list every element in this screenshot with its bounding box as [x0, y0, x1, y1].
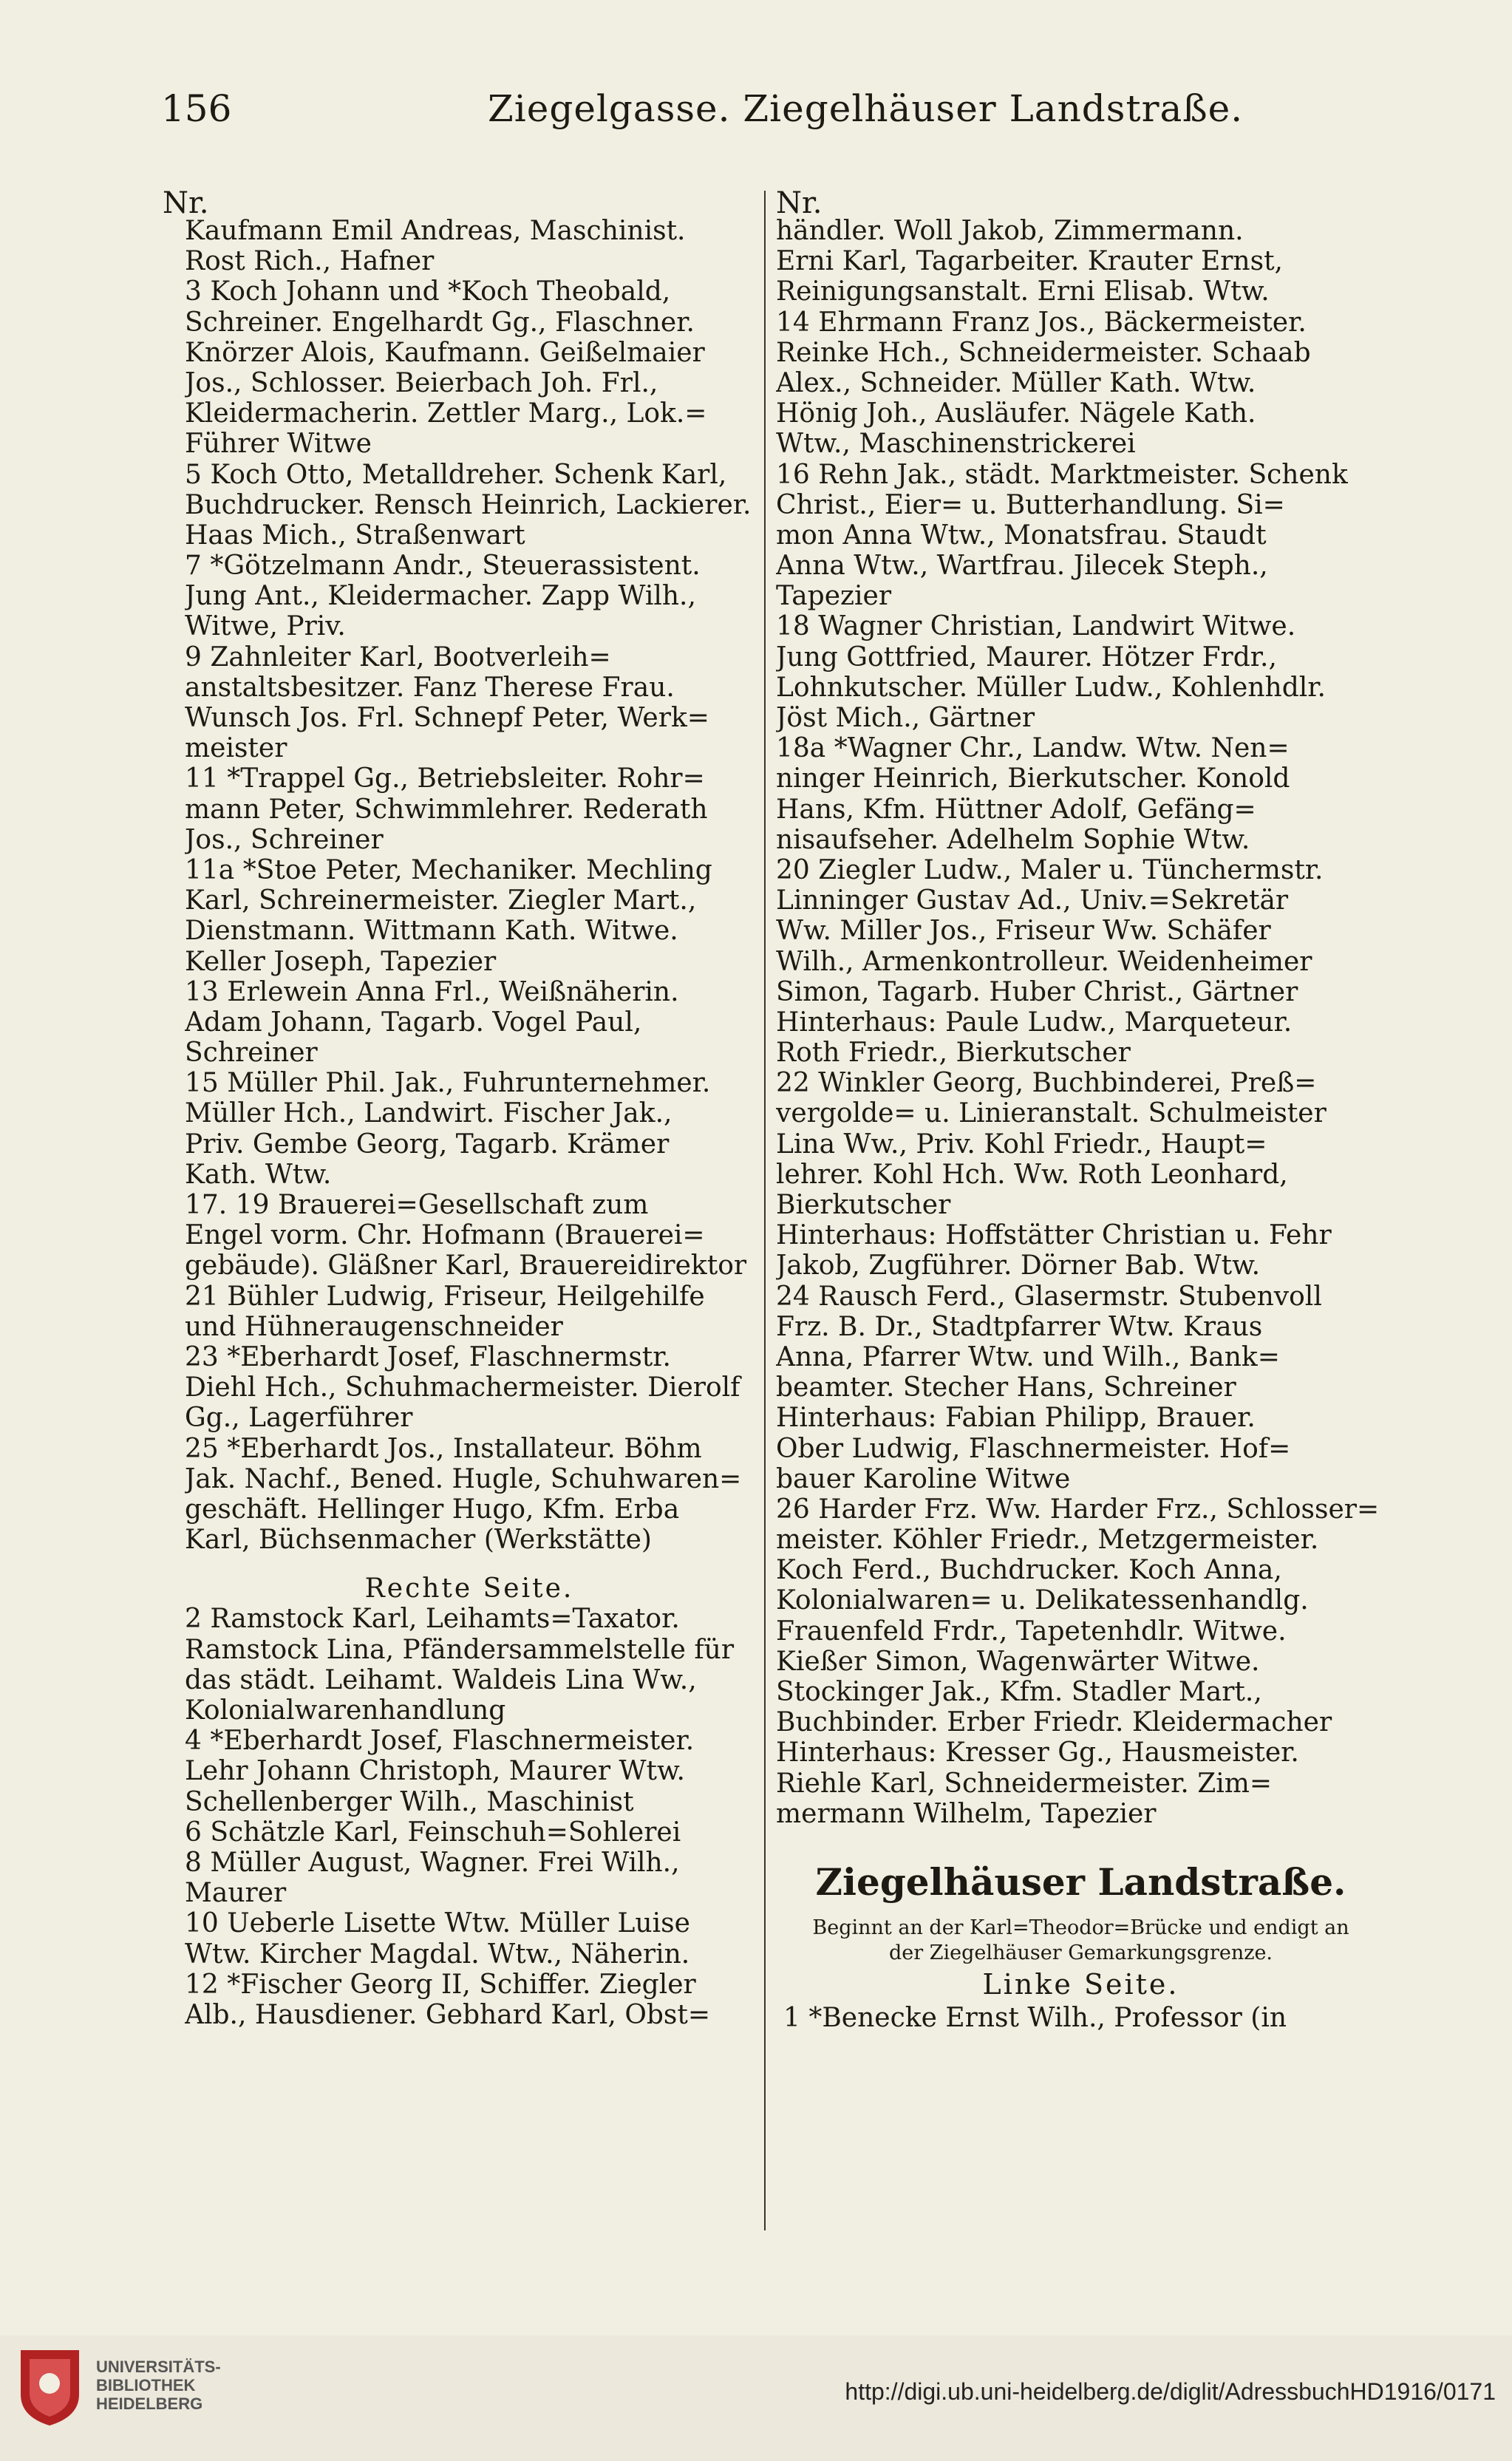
left-line: 17. 19 Brauerei=Gesellschaft zum: [185, 1190, 649, 1220]
left-line: Witwe, Priv.: [185, 611, 346, 642]
left-line: meister: [185, 733, 287, 764]
left-line: 2 Ramstock Karl, Leihamts=Taxator.: [185, 1604, 680, 1635]
left-entries: [185, 216, 754, 2030]
right-line: Hans, Kfm. Hüttner Adolf, Gefäng=: [776, 794, 1256, 825]
right-line: Wtw., Maschinenstrickerei: [776, 429, 1136, 460]
university-seal-icon: [15, 2343, 85, 2428]
left-line: Engel vorm. Chr. Hofmann (Brauerei=: [185, 1220, 705, 1251]
left-line: Knörzer Alois, Kaufmann. Geißelmaier: [185, 337, 705, 368]
left-line: und Hühneraugenschneider: [185, 1311, 563, 1342]
section-note-2: der Ziegelhäuser Gemarkungsgrenze.: [889, 1941, 1273, 1964]
right-line: Frz. B. Dr., Stadtpfarrer Wtw. Kraus: [776, 1311, 1263, 1342]
left-line: Jos., Schlosser. Beierbach Joh. Frl.,: [185, 367, 658, 398]
left-line: 12 *Fischer Georg II, Schiffer. Ziegler: [185, 1969, 696, 2000]
left-line: Kolonialwarenhandlung: [185, 1695, 506, 1726]
right-line: Roth Friedr., Bierkutscher: [776, 1038, 1131, 1069]
left-line: Alb., Hausdiener. Gebhard Karl, Obst=: [185, 1999, 710, 2030]
left-line: Jung Ant., Kleidermacher. Zapp Wilh.,: [185, 581, 696, 612]
left-line: 5 Koch Otto, Metalldreher. Schenk Karl,: [185, 459, 727, 490]
left-line: Schreiner. Engelhardt Gg., Flaschner.: [185, 307, 695, 338]
right-line: Anna, Pfarrer Wtw. und Wilh., Bank=: [776, 1341, 1280, 1372]
left-line: Kleidermacherin. Zettler Marg., Lok.=: [185, 398, 707, 429]
left-line: Jak. Nachf., Bened. Hugle, Schuhwaren=: [185, 1463, 742, 1494]
left-line: 9 Zahnleiter Karl, Bootverleih=: [185, 641, 611, 673]
right-line: Anna Wtw., Wartfrau. Jilecek Steph.,: [776, 551, 1268, 582]
left-line: Ramstock Lina, Pfändersammelstelle für: [185, 1634, 735, 1665]
right-line: Erni Karl, Tagarbeiter. Krauter Ernst,: [776, 246, 1284, 277]
left-nr-label: Nr.: [163, 186, 209, 220]
right-line: 26 Harder Frz. Ww. Harder Frz., Schlosser=: [776, 1494, 1380, 1525]
right-line: meister. Köhler Friedr., Metzgermeister.: [776, 1525, 1319, 1556]
right-line: 14 Ehrmann Franz Jos., Bäckermeister.: [776, 307, 1307, 338]
right-line: Koch Ferd., Buchdrucker. Koch Anna,: [776, 1555, 1282, 1586]
right-line: lehrer. Kohl Hch. Ww. Roth Leonhard,: [776, 1159, 1288, 1190]
right-line: mermann Wilhelm, Tapezier: [776, 1798, 1157, 1829]
left-line: 11 *Trappel Gg., Betriebsleiter. Rohr=: [185, 763, 705, 794]
left-line: Wunsch Jos. Frl. Schnepf Peter, Werk=: [185, 703, 709, 733]
right-line: Alex., Schneider. Müller Kath. Wtw.: [776, 367, 1256, 398]
left-line: 25 *Eberhardt Jos., Installateur. Böhm: [185, 1433, 702, 1464]
left-line: Buchdrucker. Rensch Heinrich, Lackierer.: [185, 489, 752, 520]
right-line: 18 Wagner Christian, Landwirt Witwe.: [776, 611, 1296, 642]
left-line: Haas Mich., Straßenwart: [185, 520, 525, 551]
right-line: beamter. Stecher Hans, Schreiner: [776, 1372, 1236, 1403]
right-line: 18a *Wagner Chr., Landw. Wtw. Nen=: [776, 733, 1290, 764]
left-line: 13 Erlewein Anna Frl., Weißnäherin.: [185, 976, 679, 1007]
right-line: Jöst Mich., Gärtner: [776, 703, 1035, 733]
right-line: Hönig Joh., Ausläufer. Nägele Kath.: [776, 398, 1256, 429]
left-line: Dienstmann. Wittmann Kath. Witwe.: [185, 916, 678, 947]
right-line: Kolonialwaren= u. Delikatessenhandlg.: [776, 1585, 1309, 1616]
left-line: gebäude). Gläßner Karl, Brauereidirektor: [185, 1250, 747, 1281]
library-line-2: BIBLIOTHEK: [96, 2376, 196, 2394]
right-line: vergolde= u. Linieranstalt. Schulmeister: [776, 1098, 1327, 1129]
left-line: Rost Rich., Hafner: [185, 246, 435, 277]
left-line: 4 *Eberhardt Josef, Flaschnermeister.: [185, 1726, 695, 1757]
left-line: Wtw. Kircher Magdal. Wtw., Näherin.: [185, 1938, 690, 1970]
right-line: mon Anna Wtw., Monatsfrau. Staudt: [776, 520, 1267, 551]
left-line: Rechte Seite.: [364, 1573, 574, 1604]
left-line: 7 *Götzelmann Andr., Steuerassistent.: [185, 551, 701, 582]
right-line: Wilh., Armenkontrolleur. Weidenheimer: [776, 946, 1312, 977]
left-line: Jos., Schreiner: [185, 824, 384, 855]
left-line: Müller Hch., Landwirt. Fischer Jak.,: [185, 1098, 672, 1129]
right-line: Reinke Hch., Schneidermeister. Schaab: [776, 337, 1311, 368]
left-line: Diehl Hch., Schuhmachermeister. Dierolf: [185, 1372, 740, 1403]
left-line: Adam Johann, Tagarb. Vogel Paul,: [185, 1007, 642, 1038]
right-line: Hinterhaus: Paule Ludw., Marqueteur.: [776, 1007, 1293, 1038]
right-line: Buchbinder. Erber Friedr. Kleidermacher: [776, 1707, 1332, 1738]
right-line: Christ., Eier= u. Butterhandlung. Si=: [776, 489, 1285, 520]
left-line: Priv. Gembe Georg, Tagarb. Krämer: [185, 1129, 670, 1160]
section-last-line: 1 *Benecke Ernst Wilh., Professor (in: [783, 2003, 1287, 2033]
right-line: Hinterhaus: Fabian Philipp, Brauer.: [776, 1403, 1256, 1434]
left-line: Schreiner: [185, 1038, 318, 1069]
section-ziegelhaeuser: [776, 1849, 1386, 2033]
left-line: 6 Schätzle Karl, Feinschuh=Sohlerei: [185, 1817, 681, 1848]
right-line: Jakob, Zugführer. Dörner Bab. Wtw.: [776, 1250, 1261, 1281]
right-line: 16 Rehn Jak., städt. Marktmeister. Schenk: [776, 459, 1348, 490]
right-line: Bierkutscher: [776, 1190, 951, 1220]
left-line: Karl, Büchsenmacher (Werkstätte): [185, 1525, 652, 1556]
section-note-1: Beginnt an der Karl=Theodor=Brücke und endigt an: [812, 1916, 1349, 1939]
left-line: Gg., Lagerführer: [185, 1403, 413, 1434]
left-line: 15 Müller Phil. Jak., Fuhrunternehmer.: [185, 1068, 711, 1099]
right-line: Riehle Karl, Schneidermeister. Zim=: [776, 1768, 1273, 1799]
right-line: Frauenfeld Frdr., Tapetenhdlr. Witwe.: [776, 1616, 1287, 1647]
right-line: Kießer Simon, Wagenwärter Witwe.: [776, 1646, 1260, 1677]
left-line: Kaufmann Emil Andreas, Maschinist.: [185, 216, 686, 246]
left-line: anstaltsbesitzer. Fanz Therese Frau.: [185, 672, 675, 703]
right-line: Ww. Miller Jos., Friseur Ww. Schäfer: [776, 916, 1271, 947]
left-line: 10 Ueberle Lisette Wtw. Müller Luise: [185, 1908, 690, 1939]
right-line: 22 Winkler Georg, Buchbinderei, Preß=: [776, 1068, 1317, 1099]
right-line: Reinigungsanstalt. Erni Elisab. Wtw.: [776, 276, 1270, 307]
left-line: [185, 1555, 754, 1573]
library-line-3: HEIDELBERG: [96, 2394, 203, 2413]
left-line: Maurer: [185, 1878, 287, 1909]
left-line: geschäft. Hellinger Hugo, Kfm. Erba: [185, 1494, 680, 1525]
right-line: Simon, Tagarb. Huber Christ., Gärtner: [776, 976, 1298, 1007]
left-line: Keller Joseph, Tapezier: [185, 946, 497, 977]
left-line: Kath. Wtw.: [185, 1159, 332, 1190]
left-line: Lehr Johann Christoph, Maurer Wtw.: [185, 1756, 685, 1787]
section-title: Ziegelhäuser Landstraße.: [815, 1860, 1346, 1904]
page-number: 156: [161, 87, 232, 130]
right-line: nisaufseher. Adelhelm Sophie Wtw.: [776, 824, 1250, 855]
right-line: Hinterhaus: Hoffstätter Christian u. Fehr: [776, 1220, 1332, 1251]
right-line: Linninger Gustav Ad., Univ.=Sekretär: [776, 885, 1289, 916]
source-url-link[interactable]: http://digi.ub.uni-heidelberg.de/diglit/AdressbuchHD1916/0171: [845, 2378, 1496, 2405]
left-line: mann Peter, Schwimmlehrer. Rederath: [185, 794, 708, 825]
right-line: Hinterhaus: Kresser Gg., Hausmeister.: [776, 1737, 1299, 1769]
right-line: Jung Gottfried, Maurer. Hötzer Frdr.,: [776, 641, 1277, 673]
left-line: 3 Koch Johann und *Koch Theobald,: [185, 276, 671, 307]
left-line: Schellenberger Wilh., Maschinist: [185, 1786, 634, 1817]
right-entries: [776, 216, 1386, 1829]
right-line: ninger Heinrich, Bierkutscher. Konold: [776, 763, 1290, 794]
right-line: Tapezier: [776, 581, 892, 612]
left-line: Führer Witwe: [185, 429, 372, 460]
left-line: 23 *Eberhardt Josef, Flaschnermstr.: [185, 1341, 671, 1372]
right-line: Lohnkutscher. Müller Ludw., Kohlenhdlr.: [776, 672, 1326, 703]
right-nr-label: Nr.: [776, 186, 823, 220]
right-line: 20 Ziegler Ludw., Maler u. Tünchermstr.: [776, 854, 1324, 885]
left-line: das städt. Leihamt. Waldeis Lina Ww.,: [185, 1664, 697, 1695]
left-line: 11a *Stoe Peter, Mechaniker. Mechling: [185, 854, 712, 885]
section-subhead: Linke Seite.: [982, 1968, 1179, 2001]
library-name: [96, 2358, 221, 2413]
right-line: 24 Rausch Ferd., Glasermstr. Stubenvoll: [776, 1281, 1322, 1312]
right-line: bauer Karoline Witwe: [776, 1463, 1071, 1494]
right-line: händler. Woll Jakob, Zimmermann.: [776, 216, 1244, 246]
running-head: Ziegelgasse. Ziegelhäuser Landstraße.: [488, 87, 1244, 130]
right-line: Stockinger Jak., Kfm. Stadler Mart.,: [776, 1677, 1262, 1707]
left-line: Karl, Schreinermeister. Ziegler Mart.,: [185, 885, 697, 916]
library-line-1: UNIVERSITÄTS-: [96, 2358, 221, 2376]
right-line: Lina Ww., Priv. Kohl Friedr., Haupt=: [776, 1129, 1267, 1160]
column-divider: [764, 191, 766, 2230]
right-line: Ober Ludwig, Flaschnermeister. Hof=: [776, 1433, 1291, 1464]
left-line: 21 Bühler Ludwig, Friseur, Heilgehilfe: [185, 1281, 705, 1312]
left-line: 8 Müller August, Wagner. Frei Wilh.,: [185, 1847, 680, 1878]
